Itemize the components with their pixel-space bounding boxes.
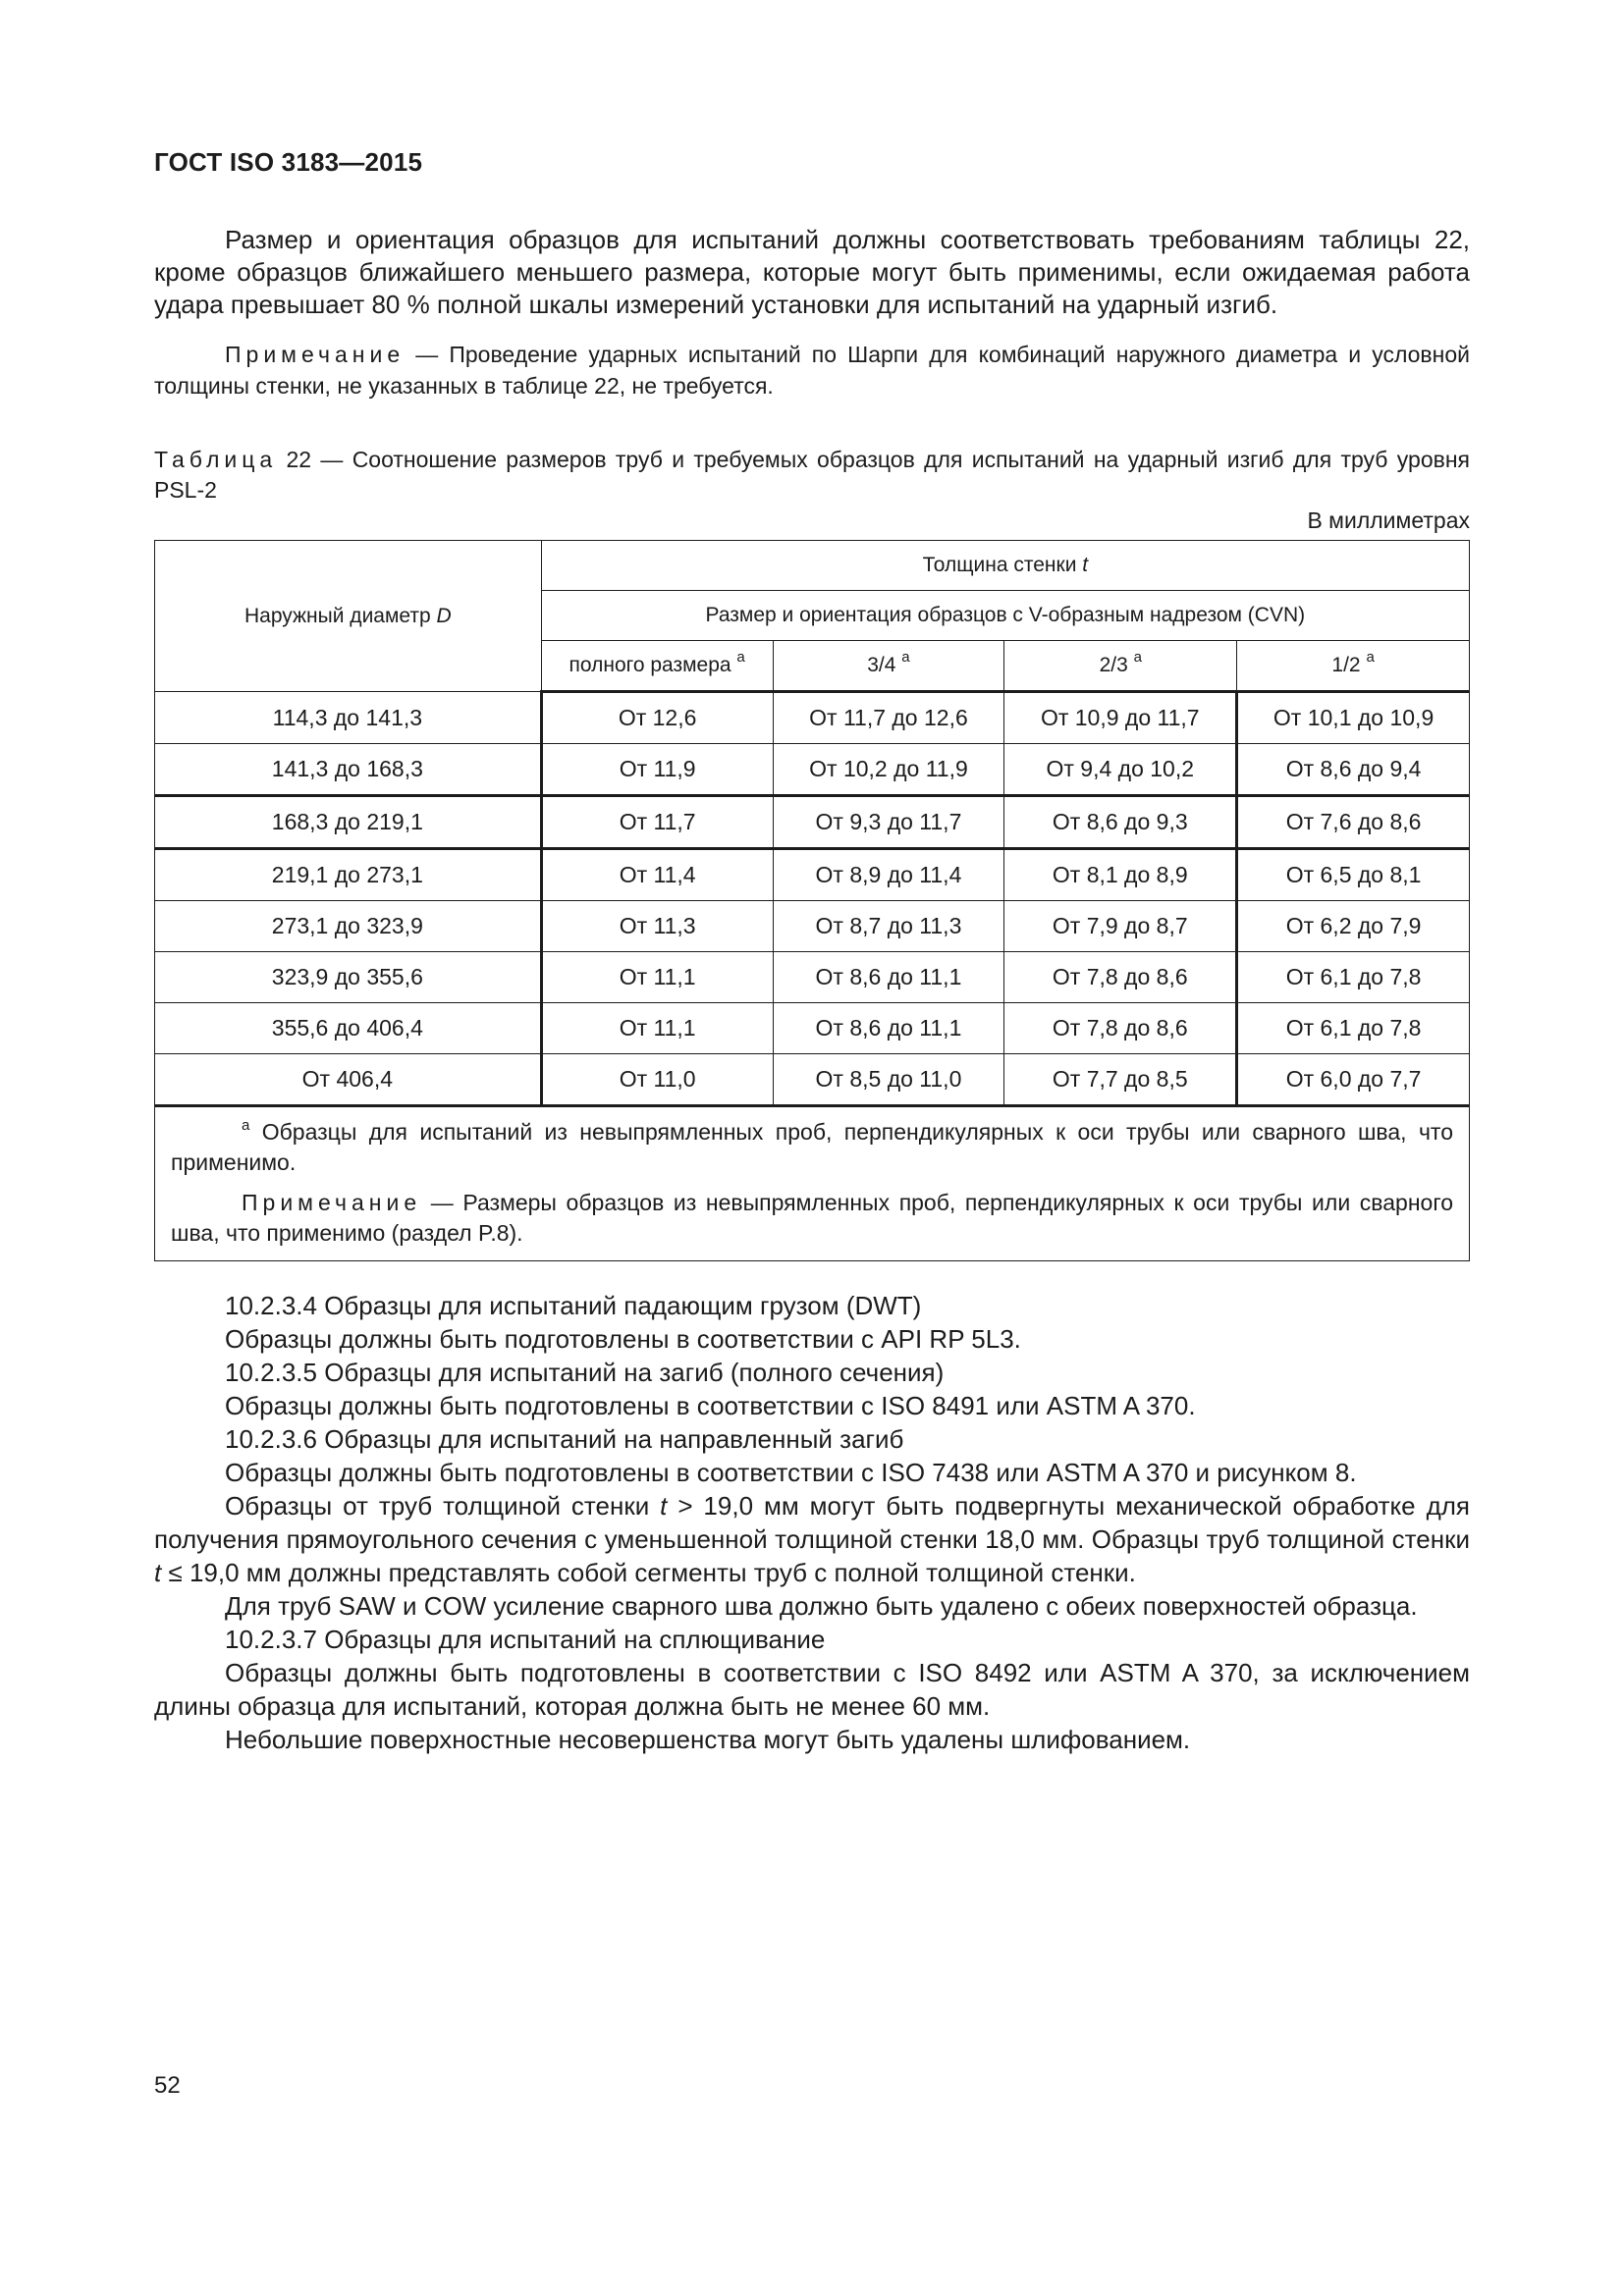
table-row: 114,3 до 141,3 От 12,6 От 11,7 до 12,6 От 10,9 до 11,7 От 10,1 до 10,9 bbox=[155, 692, 1470, 744]
table-row: 355,6 до 406,4 От 11,1 От 8,6 до 11,1 От 7,8 до 8,6 От 6,1 до 7,8 bbox=[155, 1003, 1470, 1054]
specimen-size-table bbox=[154, 540, 1470, 1261]
table-row: От 406,4 От 11,0 От 8,5 до 11,0 От 7,7 до 8,5 От 6,0 до 7,7 bbox=[155, 1054, 1470, 1106]
table-row: 168,3 до 219,1 От 11,7 От 9,3 до 11,7 От 8,6 до 9,3 От 7,6 до 8,6 bbox=[155, 796, 1470, 849]
caption-label: Таблица bbox=[154, 447, 278, 472]
caption-text: 22 — Соотношение размеров труб и требуемых образцов для испытаний на ударный изгиб для труб уровня PSL-2 bbox=[154, 447, 1470, 503]
page-number: 52 bbox=[154, 2072, 181, 2099]
section-10-2-3-6-paragraph-2: Образцы от труб толщиной стенки t > 19,0 мм могут быть подвергнуты механической обработке для получения прямоугольного сечения с уменьшенной толщиной стенки 18,0 мм. Образцы труб толщиной стенки t ≤ 19,0 мм должны представлять собой сегменты труб с полной толщиной стенки. bbox=[154, 1491, 1470, 1587]
intro-note bbox=[154, 339, 1470, 401]
header-outer-diameter: Наружный диаметр D bbox=[155, 541, 542, 692]
table-footnote-row bbox=[155, 1106, 1470, 1261]
section-10-2-3-7-title: 10.2.3.7 Образцы для испытаний на сплющивание bbox=[225, 1625, 826, 1654]
table-note: Примечание — Размеры образцов из невыпрямленных проб, перпендикулярных к оси трубы или сварного шва, что применимо (раздел P.8). bbox=[171, 1190, 1453, 1246]
document-page bbox=[154, 0, 1470, 2296]
table-row: 141,3 до 168,3 От 11,9 От 10,2 до 11,9 От 9,4 до 10,2 От 8,6 до 9,4 bbox=[155, 744, 1470, 796]
header-cvn: Размер и ориентация образцов с V-образным надрезом (CVN) bbox=[541, 591, 1469, 641]
table-row: 273,1 до 323,9 От 11,3 От 8,7 до 11,3 От 7,9 до 8,7 От 6,2 до 7,9 bbox=[155, 901, 1470, 952]
table-row: 219,1 до 273,1 От 11,4 От 8,9 до 11,4 От 8,1 до 8,9 От 6,5 до 8,1 bbox=[155, 849, 1470, 901]
section-10-2-3-7-text: Образцы должны быть подготовлены в соответствии с ISO 8492 или ASTM A 370, за исключением длины образца для испытаний, которая должна быть не менее 60 мм. bbox=[154, 1658, 1470, 1721]
section-10-2-3-5-text: Образцы должны быть подготовлены в соответствии с ISO 8491 или ASTM A 370. bbox=[225, 1391, 1196, 1420]
intro-paragraph: Размер и ориентация образцов для испытаний должны соответствовать требованиям таблицы 22, кроме образцов ближайшего меньшего размера, которые могут быть применимы, если ожидаемая работа удара превышает 80 % полной шкалы измерений установки для испытаний на ударный изгиб. bbox=[154, 225, 1470, 319]
table-units: В миллиметрах bbox=[1307, 507, 1470, 533]
section-10-2-3-5-title: 10.2.3.5 Образцы для испытаний на загиб (полного сечения) bbox=[225, 1358, 945, 1387]
table-caption bbox=[154, 445, 1470, 506]
note-text: — Проведение ударных испытаний по Шарпи для комбинаций наружного диаметра и условной толщины стенки, не указанных в таблице 22, не требуется. bbox=[154, 342, 1470, 399]
body-sections bbox=[154, 1289, 1470, 1756]
header-wall-thickness: Толщина стенки t bbox=[541, 541, 1469, 591]
intro-block bbox=[154, 224, 1470, 321]
section-10-2-3-4-title: 10.2.3.4 Образцы для испытаний падающим грузом (DWT) bbox=[225, 1291, 922, 1320]
document-header: ГОСТ ISO 3183—2015 bbox=[154, 147, 423, 177]
header-full-size: полного размера $^a$ bbox=[541, 641, 773, 692]
header-half: 1/2 $^a$ bbox=[1237, 641, 1470, 692]
section-10-2-3-6-title: 10.2.3.6 Образцы для испытаний на направленный загиб bbox=[225, 1424, 904, 1454]
section-10-2-3-7-paragraph-2: Небольшие поверхностные несовершенства могут быть удалены шлифованием. bbox=[225, 1725, 1191, 1754]
note-label: Примечание bbox=[225, 342, 406, 367]
section-10-2-3-6-text: Образцы должны быть подготовлены в соответствии с ISO 7438 или ASTM A 370 и рисунком 8. bbox=[225, 1458, 1357, 1487]
section-10-2-3-4-text: Образцы должны быть подготовлены в соответствии с API RP 5L3. bbox=[225, 1324, 1021, 1354]
table-footnote: $^a$ Образцы для испытаний из невыпрямленных проб, перпендикулярных к оси трубы или сварного шва, что применимо. bbox=[171, 1117, 1453, 1175]
section-10-2-3-6-paragraph-3: Для труб SAW и COW усиление сварного шва должно быть удалено с обеих поверхностей образца. bbox=[225, 1591, 1418, 1621]
header-two-thirds: 2/3 $^a$ bbox=[1004, 641, 1237, 692]
table-row: 323,9 до 355,6 От 11,1 От 8,6 до 11,1 От 7,8 до 8,6 От 6,1 до 7,8 bbox=[155, 952, 1470, 1003]
header-three-quarters: 3/4 $^a$ bbox=[773, 641, 1004, 692]
